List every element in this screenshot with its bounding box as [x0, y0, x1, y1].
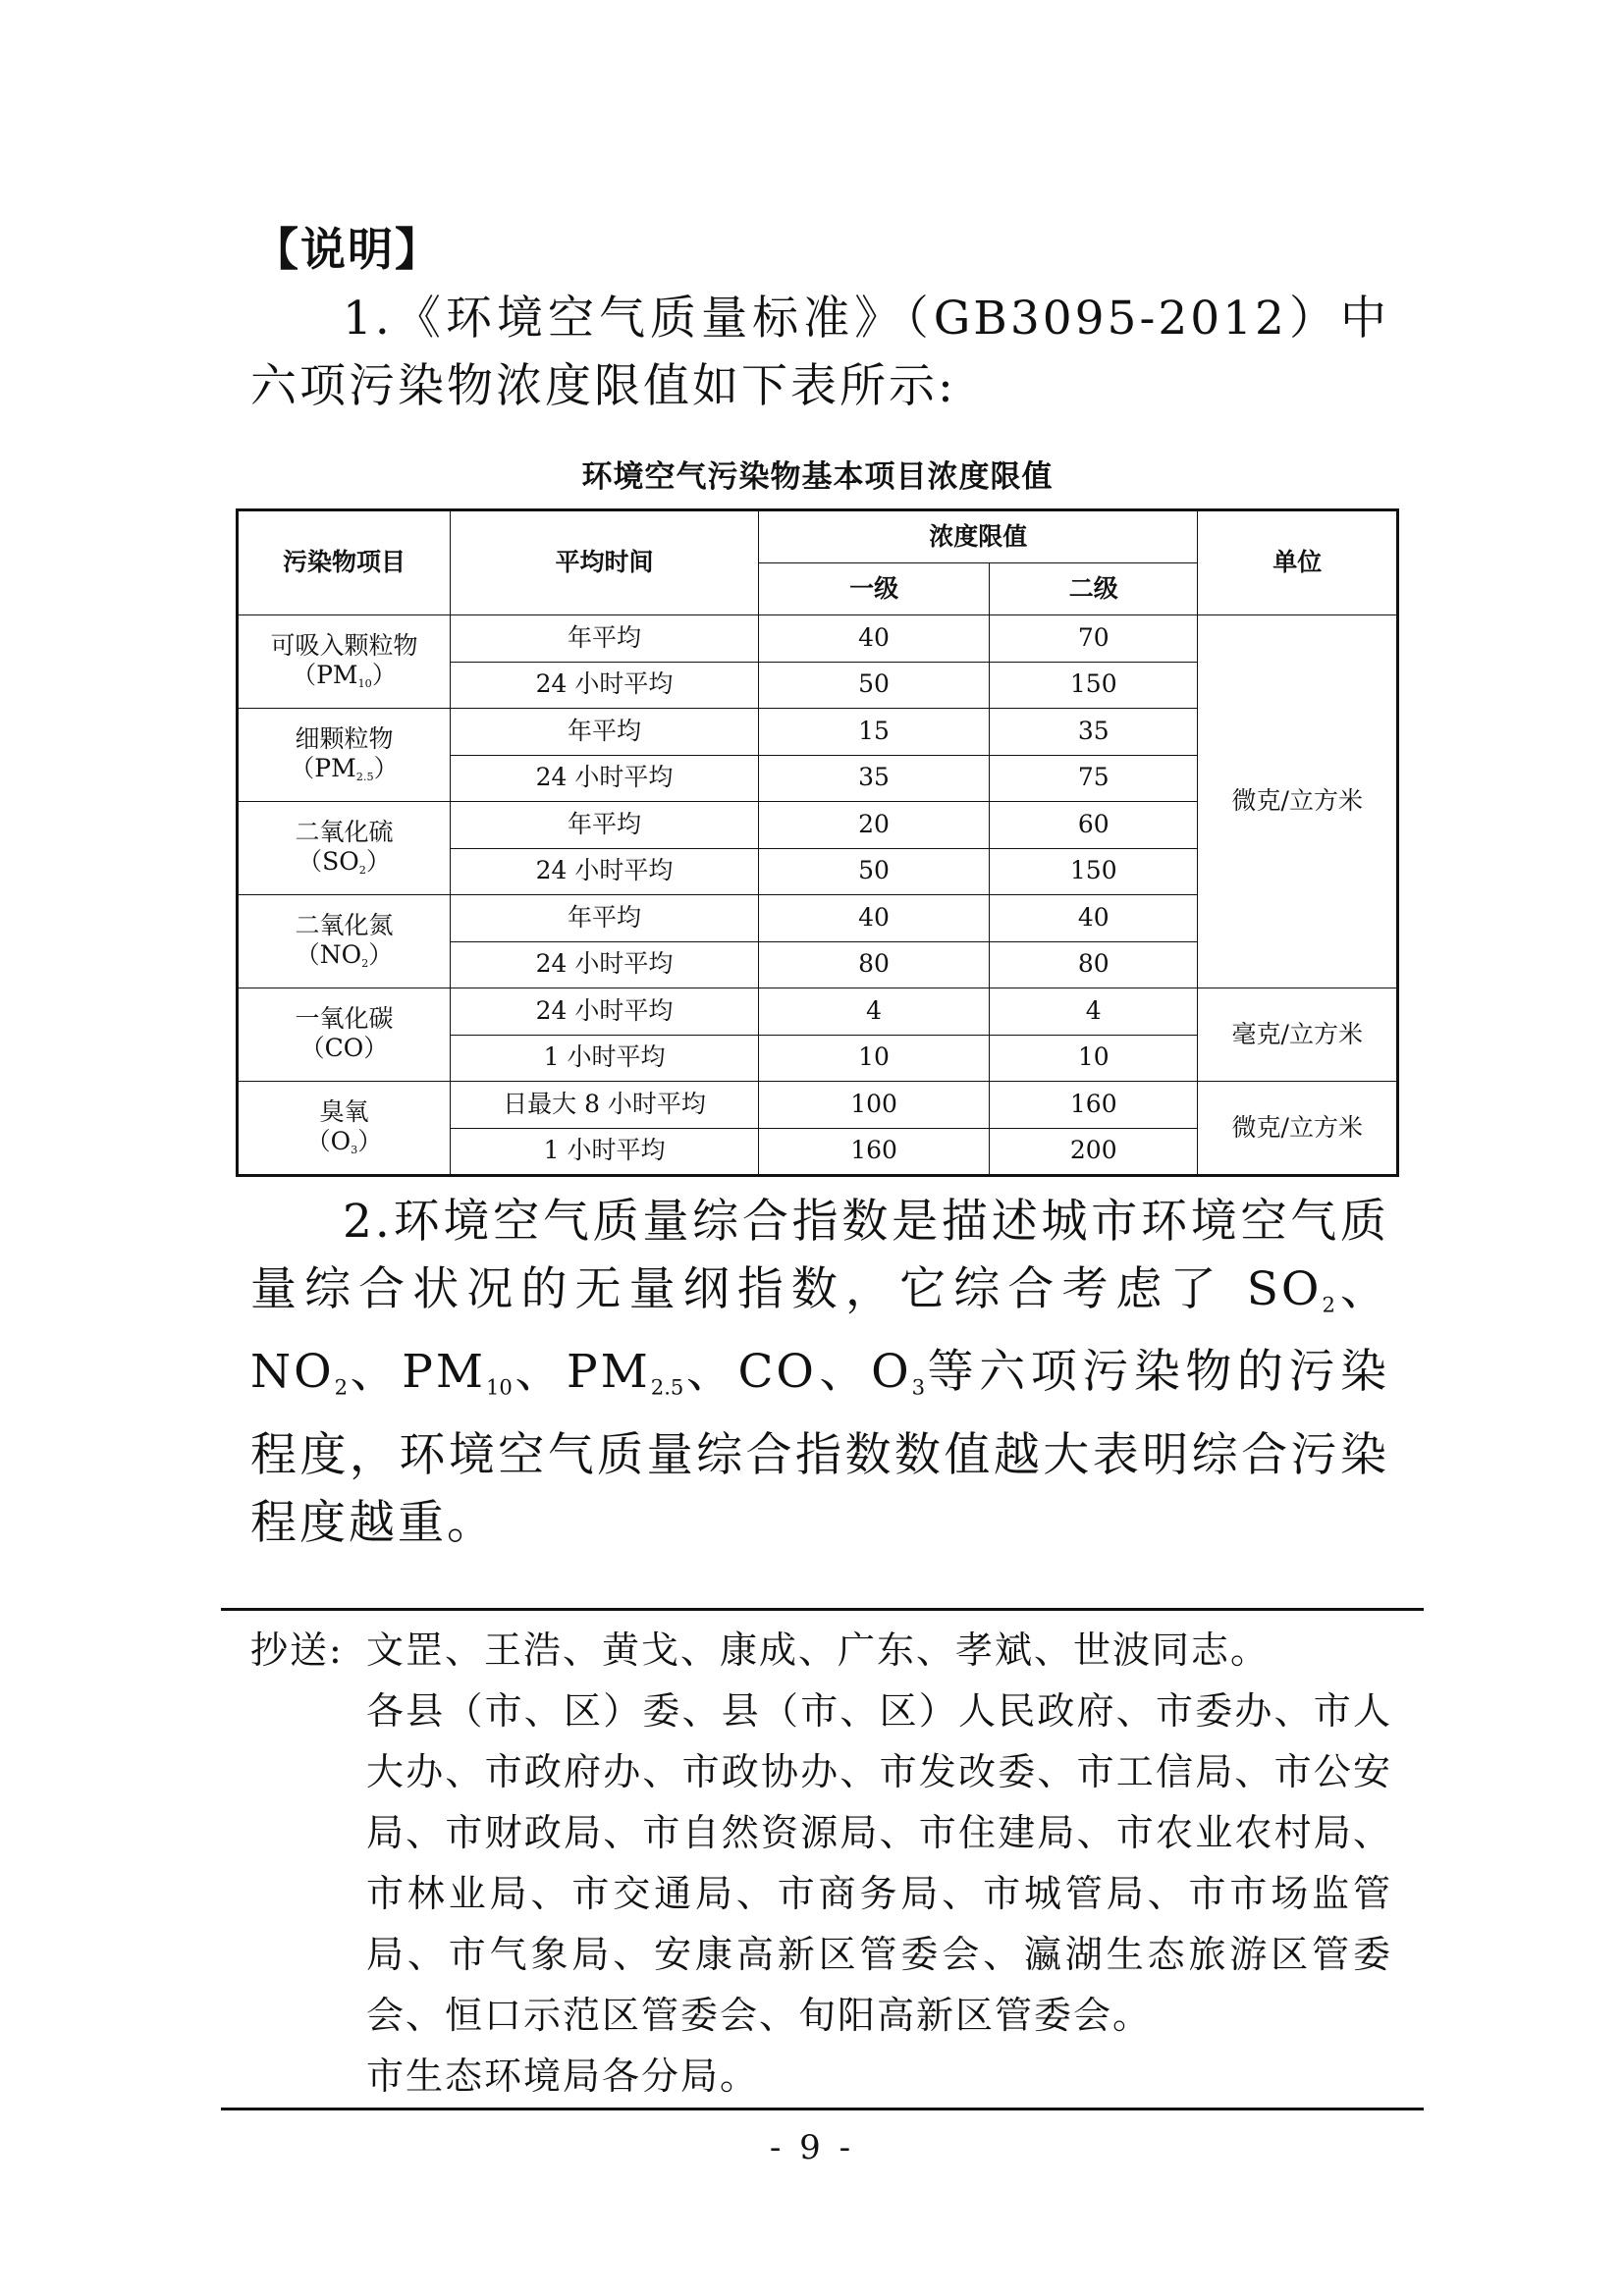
cc-bottom-divider: [221, 2108, 1424, 2110]
level-1-cell: 10: [759, 1035, 990, 1082]
level-1-cell: 40: [759, 895, 990, 942]
pollutant-cell: [238, 709, 451, 802]
avg-time-cell: 24 小时平均: [450, 848, 758, 895]
level-2-cell: 80: [990, 941, 1198, 988]
avg-time-cell: 年平均: [450, 895, 758, 942]
cc-recipients-branches: 市生态环境局各分局。: [366, 2055, 760, 2098]
concentration-limits-table: [236, 508, 1399, 1177]
avg-time-cell: 年平均: [450, 709, 758, 756]
pollutant-code: （CO）: [299, 1034, 389, 1063]
pollutant-name: 二氧化硫: [295, 817, 394, 846]
level-1-cell: 40: [759, 615, 990, 663]
level-2-cell: 60: [990, 802, 1198, 849]
level-2-cell: 40: [990, 895, 1198, 942]
level-1-cell: 20: [759, 802, 990, 849]
table-header-row: [238, 510, 1398, 563]
unit-cell: 毫克/立方米: [1198, 988, 1398, 1082]
pollutant-cell: [238, 988, 451, 1082]
level-1-cell: 15: [759, 709, 990, 756]
header-pollutant: 污染物项目: [238, 510, 451, 615]
level-1-cell: 4: [759, 988, 990, 1036]
level-2-cell: 10: [990, 1035, 1198, 1082]
level-2-cell: 200: [990, 1128, 1198, 1176]
pollutant-cell: [238, 895, 451, 988]
pollutant-code: $(NO_2)$: [295, 940, 394, 971]
level-2-cell: 35: [990, 709, 1198, 756]
table-row: [238, 615, 1398, 663]
level-1-cell: 160: [759, 1128, 990, 1176]
pollutant-name: 臭氧: [319, 1096, 369, 1126]
level-2-cell: 70: [990, 615, 1198, 663]
pollutant-name: 可吸入颗粒物: [270, 630, 418, 660]
avg-time-cell: 1 小时平均: [450, 1128, 758, 1176]
level-1-cell: 35: [759, 755, 990, 802]
level-2-cell: 150: [990, 848, 1198, 895]
avg-time-cell: 1 小时平均: [450, 1035, 758, 1082]
avg-time-cell: 24 小时平均: [450, 755, 758, 802]
header-level-1: 一级: [759, 563, 990, 615]
unit-cell: 微克/立方米: [1198, 1082, 1398, 1176]
pollutant-cell: [238, 802, 451, 895]
pollutant-cell: [238, 615, 451, 709]
note-paragraph-2: 2.环境空气质量综合指数是描述城市环境空气质量综合状况的无量纲指数，它综合考虑了 $SO_2$、$NO_2$、$PM_{10}$、$PM_{2.5}$、CO、$O_3$等六项污染物的污染程度，环境空气质量综合指数数值越大表明综合污染程度越重。: [250, 1195, 1390, 1550]
avg-time-cell: 年平均: [450, 802, 758, 849]
level-1-cell: 50: [759, 848, 990, 895]
avg-time-cell: 日最大 8 小时平均: [450, 1082, 758, 1129]
pollutant-name: 细颗粒物: [295, 723, 394, 753]
unit-cell: 微克/立方米: [1198, 615, 1398, 988]
level-2-cell: 75: [990, 755, 1198, 802]
level-1-cell: 50: [759, 662, 990, 709]
note-paragraph-1: [250, 285, 1389, 420]
level-1-cell: 100: [759, 1082, 990, 1129]
level-2-cell: 150: [990, 662, 1198, 709]
level-2-cell: 4: [990, 988, 1198, 1036]
table-row: [238, 1082, 1398, 1129]
table-row: [238, 988, 1398, 1036]
pollutant-name: 一氧化碳: [295, 1003, 394, 1033]
pollutant-cell: [238, 1082, 451, 1176]
note-paragraph-1-text: 1.《环境空气质量标准》（GB3095-2012）中六项污染物浓度限值如下表所示:: [250, 292, 1389, 413]
avg-time-cell: 24 小时平均: [450, 662, 758, 709]
pollutant-name: 二氧化氮: [295, 910, 394, 939]
header-avg-time: 平均时间: [450, 510, 758, 615]
cc-top-divider: [221, 1608, 1424, 1611]
avg-time-cell: 年平均: [450, 615, 758, 663]
pollutant-code: $(SO_2)$: [298, 847, 391, 878]
cc-recipients-individuals: 文罡、王浩、黄戈、康成、广东、孝斌、世波同志。: [366, 1629, 1271, 1672]
header-limit: 浓度限值: [759, 510, 1198, 563]
section-heading: 【说明】: [253, 223, 442, 276]
cc-label: 抄送:: [250, 1629, 344, 1672]
header-unit: 单位: [1198, 510, 1398, 615]
pollutant-code: $(O_3)$: [305, 1127, 383, 1157]
level-1-cell: 80: [759, 941, 990, 988]
table-title: 环境空气污染物基本项目浓度限值: [581, 459, 1054, 495]
header-level-2: 二级: [990, 563, 1198, 615]
page-number: - 9 -: [769, 2128, 855, 2167]
pollutant-code: $(PM_{2.5})$: [290, 754, 399, 784]
pollutant-code: $(PM_{10})$: [292, 661, 397, 691]
avg-time-cell: 24 小时平均: [450, 988, 758, 1036]
avg-time-cell: 24 小时平均: [450, 941, 758, 988]
level-2-cell: 160: [990, 1082, 1198, 1129]
cc-recipients-agencies: 各县（市、区）委、县（市、区）人民政府、市委办、市人大办、市政府办、市政协办、市发改委、市工信局、市公安局、市财政局、市自然资源局、市住建局、市农业农村局、市林业局、市交通局、市商务局、市城管局、市市场监管局、市气象局、安康高新区管委会、瀛湖生态旅游区管委会、恒口示范区管委会、旬阳高新区管委会。: [366, 1689, 1392, 2037]
